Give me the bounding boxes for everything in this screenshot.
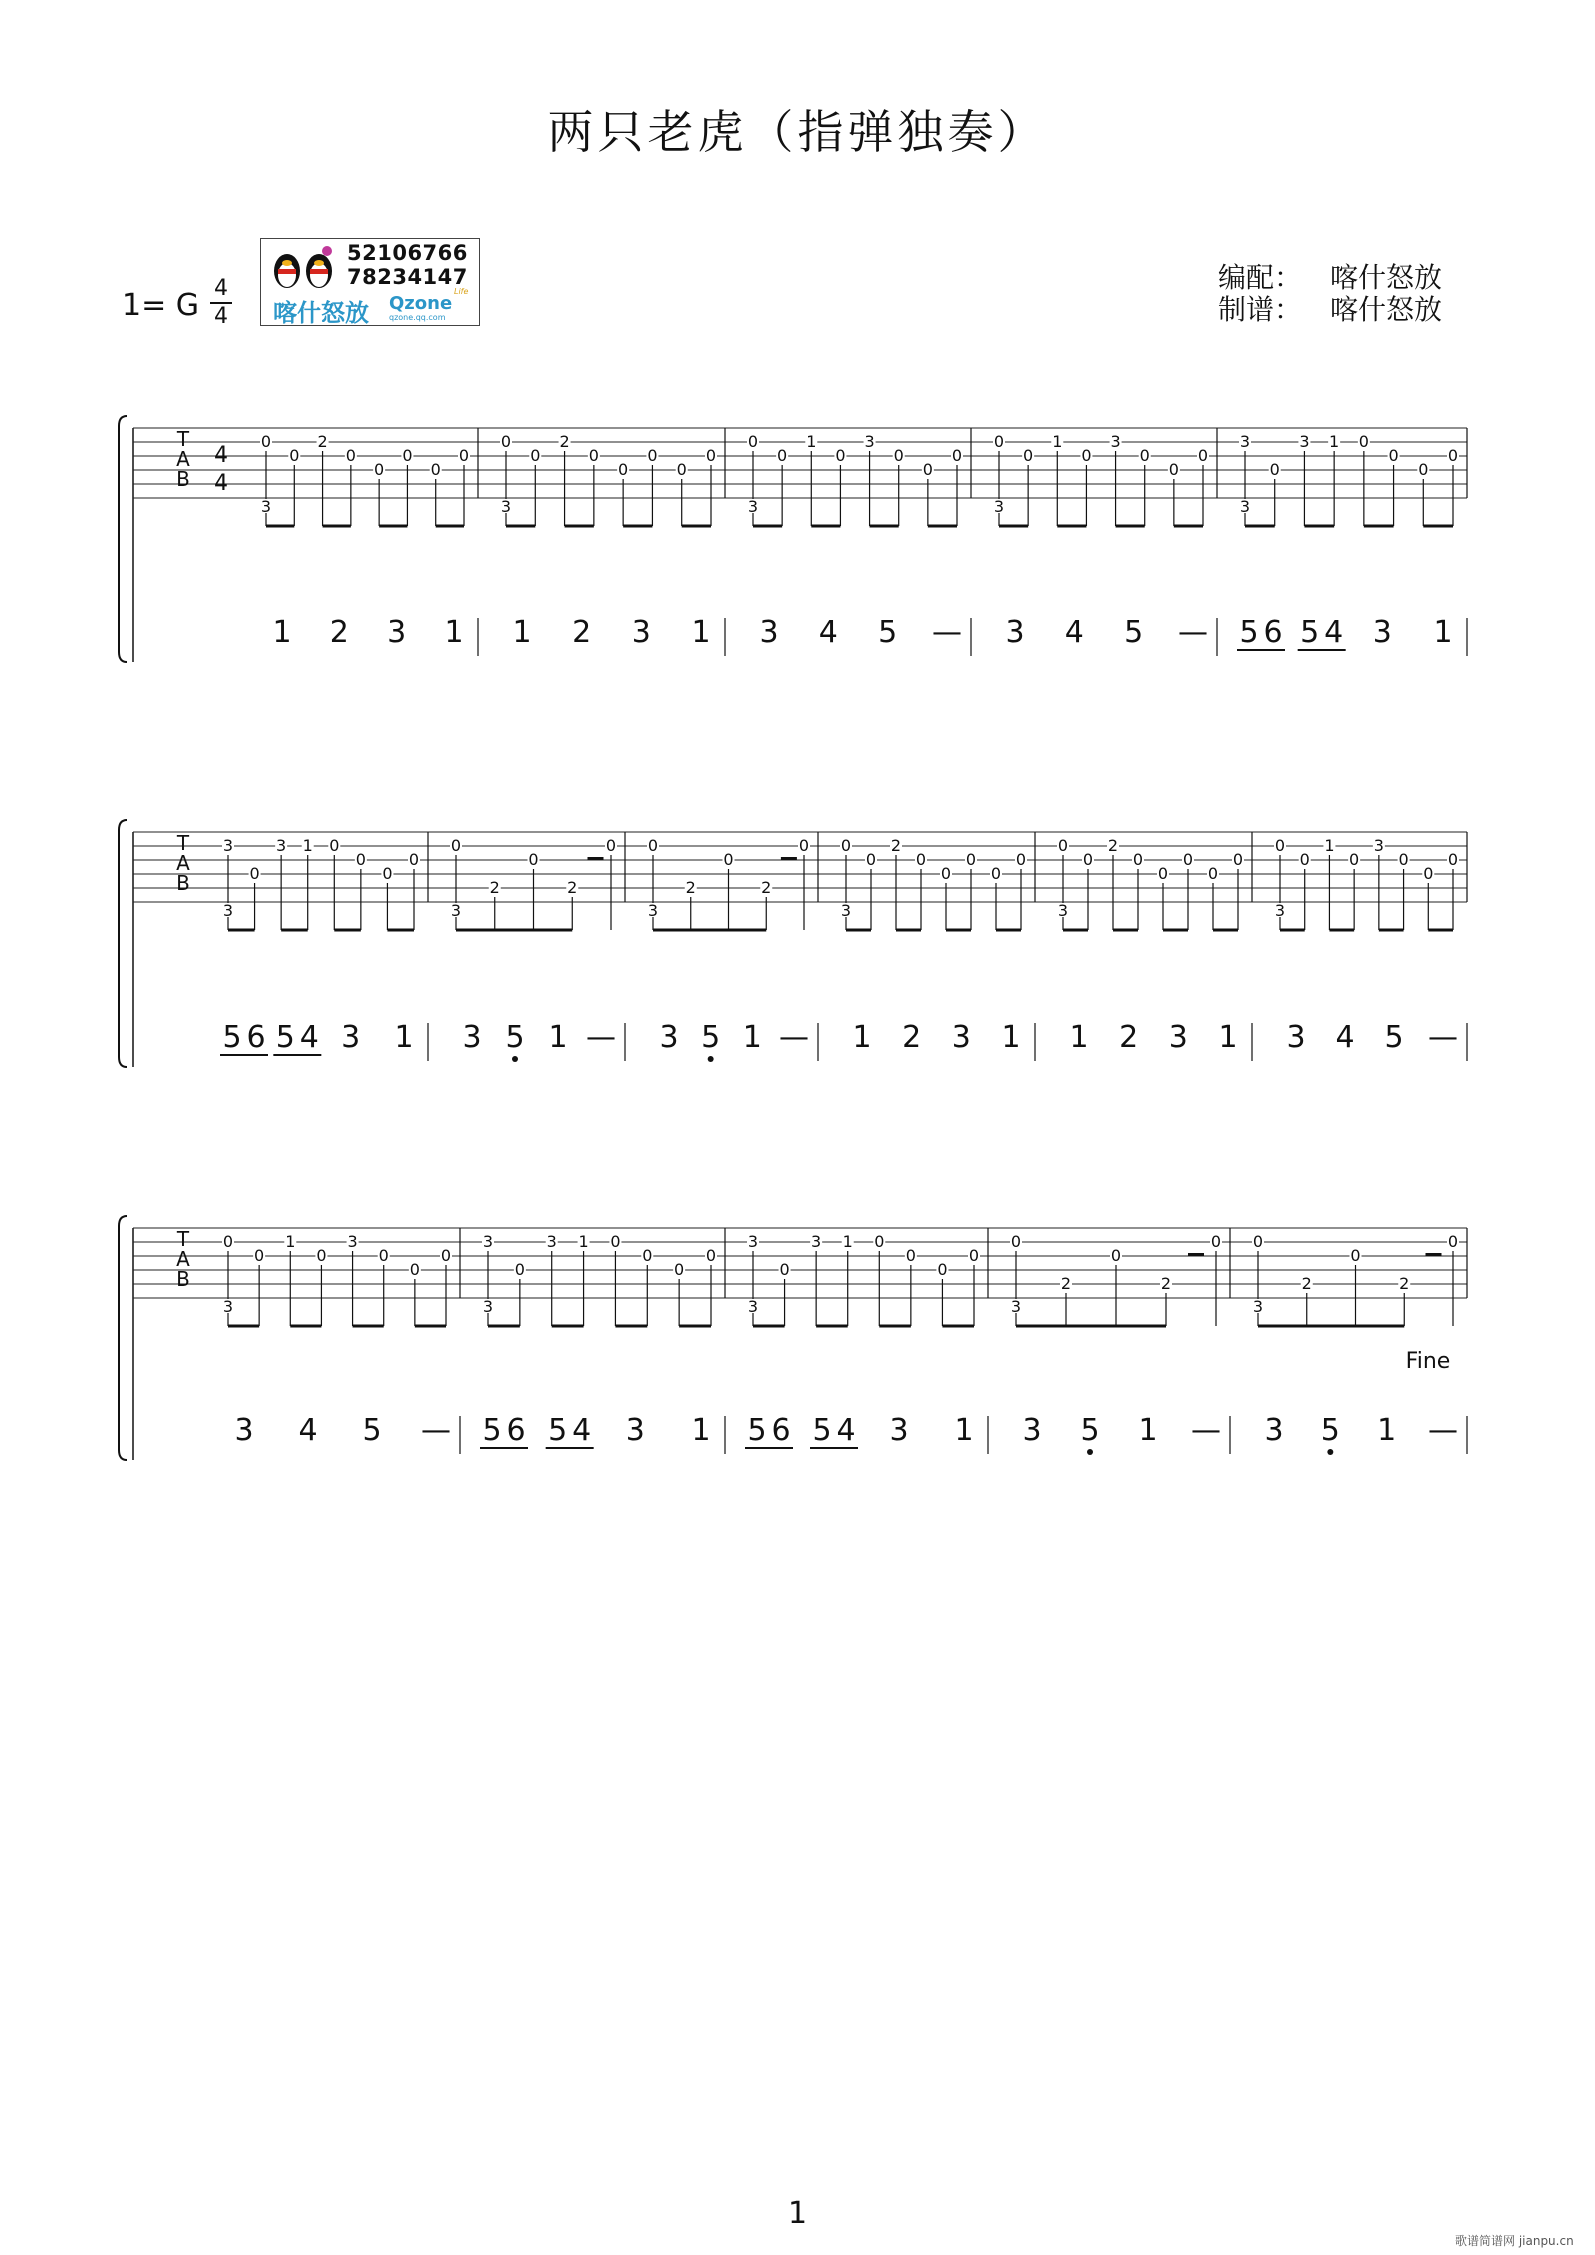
tab-note: 0 <box>1232 850 1244 869</box>
jianpu-note: — <box>421 1413 451 1448</box>
tab-note: 0 <box>990 864 1002 883</box>
tab-note: 0 <box>289 446 300 465</box>
jianpu-note: 1 <box>512 615 532 650</box>
tab-note: 0 <box>835 446 846 465</box>
jianpu-note: — <box>932 615 962 650</box>
jianpu-note: 3 <box>1264 1413 1284 1448</box>
jianpu-note: 1 <box>691 615 711 650</box>
tab-note: 3 <box>546 1232 557 1251</box>
tab-clef-letter: T <box>176 831 190 855</box>
jianpu-note: 3 <box>1286 1020 1306 1055</box>
tab-note: 0 <box>940 864 952 883</box>
tab-note: 0 <box>1447 1232 1459 1251</box>
tab-note: 0 <box>1358 432 1369 451</box>
jianpu-note: 5 <box>701 1020 721 1055</box>
tab-bass-note: 3 <box>222 1297 234 1316</box>
tab-bass-note: 3 <box>1252 1297 1264 1316</box>
jianpu-note: 1 <box>1069 1020 1089 1055</box>
tab-bass-note: 3 <box>1057 901 1069 920</box>
tab-note: 0 <box>777 446 788 465</box>
tab-bass-note: 3 <box>500 497 512 516</box>
jianpu-note: 1 <box>954 1413 974 1448</box>
tab-clef-letter: A <box>176 447 190 471</box>
tab-note: 0 <box>1015 850 1027 869</box>
jianpu-note: 1 <box>272 615 292 650</box>
half-rest <box>1426 1253 1442 1256</box>
jianpu-note: — <box>586 1020 616 1055</box>
tab-note: 0 <box>893 446 904 465</box>
tab-note: 0 <box>993 432 1005 451</box>
jianpu-note: 5 <box>812 1413 832 1448</box>
tab-note: 0 <box>747 432 759 451</box>
tab-bass-note: 3 <box>747 497 759 516</box>
tab-timesig-top: 4 <box>214 443 228 468</box>
jianpu-note: 4 <box>818 615 838 650</box>
tab-clef-letter: B <box>176 1267 190 1291</box>
jianpu-note: 3 <box>759 615 779 650</box>
tab-note: 3 <box>1110 432 1121 451</box>
jianpu-note: 3 <box>889 1413 909 1448</box>
watermark: 歌谱简谱网 jianpu.cn <box>1455 2234 1574 2248</box>
jianpu-note: 3 <box>631 615 651 650</box>
tab-note: 2 <box>559 432 570 451</box>
tab-bass-note: 3 <box>747 1297 759 1316</box>
jianpu-note: 3 <box>659 1020 679 1055</box>
jianpu-note: 5 <box>1239 615 1259 650</box>
jianpu-note: 4 <box>1064 615 1084 650</box>
jianpu-note: 1 <box>1001 1020 1021 1055</box>
tab-note: 0 <box>500 432 512 451</box>
jianpu-note: 1 <box>548 1020 568 1055</box>
tab-clef-letter: T <box>176 427 190 451</box>
tab-note: 0 <box>1157 864 1169 883</box>
tab-note: 0 <box>355 850 366 869</box>
tab-note: 0 <box>922 460 933 479</box>
jianpu-note: 3 <box>1372 615 1392 650</box>
logo-tag: Life <box>454 287 469 296</box>
logo-name: 喀什怒放 <box>273 299 369 327</box>
jianpu-note: 4 <box>1324 615 1344 650</box>
tab-clef-letter: B <box>176 467 190 491</box>
tab-note: 1 <box>578 1232 589 1251</box>
tab-note: 0 <box>588 446 599 465</box>
jianpu-note: 6 <box>506 1413 526 1448</box>
tab-note: 3 <box>482 1232 494 1251</box>
jianpu-note: 3 <box>1005 615 1025 650</box>
tab-note: 0 <box>642 1246 653 1265</box>
tab-note: 0 <box>222 1232 234 1251</box>
jianpu-note: 5 <box>1384 1020 1404 1055</box>
tab-note: 0 <box>1210 1232 1222 1251</box>
tab-note: 0 <box>1398 850 1409 869</box>
tab-note: 0 <box>409 1260 420 1279</box>
jianpu-note: 6 <box>771 1413 791 1448</box>
tab-clef-letter: A <box>176 851 190 875</box>
tab-note: 0 <box>1350 1246 1361 1265</box>
key-signature: 1= G <box>122 288 200 323</box>
jianpu-note: 3 <box>951 1020 971 1055</box>
credit-label: 编配： <box>1218 261 1303 294</box>
tab-note: 0 <box>1447 446 1459 465</box>
tab-note: 2 <box>317 432 328 451</box>
tab-bass-note: 3 <box>1010 1297 1022 1316</box>
tab-note: 0 <box>965 850 977 869</box>
tab-note: 0 <box>705 446 717 465</box>
tab-note: 2 <box>890 836 902 855</box>
tab-note: 3 <box>1299 432 1310 451</box>
jianpu-note: 6 <box>1263 615 1283 650</box>
tab-clef-letter: T <box>176 1227 190 1251</box>
tab-clef-letter: B <box>176 871 190 895</box>
jianpu-note: 1 <box>1433 615 1453 650</box>
jianpu-note: 4 <box>572 1413 592 1448</box>
tab-note: 2 <box>567 878 578 897</box>
tab-note: 0 <box>937 1260 948 1279</box>
tab-note: 0 <box>408 850 420 869</box>
tab-clef-letter: A <box>176 1247 190 1271</box>
tab-note: 0 <box>1182 850 1194 869</box>
tab-note: 0 <box>1010 1232 1022 1251</box>
jianpu-note: — <box>1178 615 1208 650</box>
credit-label: 制谱： <box>1218 293 1303 326</box>
tab-note: 0 <box>605 836 617 855</box>
tab-note: 0 <box>840 836 852 855</box>
tab-note: 0 <box>1418 460 1429 479</box>
jianpu-note: — <box>1428 1020 1458 1055</box>
jianpu-note: 3 <box>625 1413 645 1448</box>
tab-note: 0 <box>1082 850 1094 869</box>
tab-note: 0 <box>705 1246 717 1265</box>
tab-note: 0 <box>618 460 629 479</box>
jianpu-note: 1 <box>1218 1020 1238 1055</box>
tab-note: 1 <box>1329 432 1340 451</box>
tab-note: 0 <box>450 836 462 855</box>
jianpu-note: 4 <box>299 1020 319 1055</box>
tab-note: 0 <box>1423 864 1434 883</box>
tab-note: 0 <box>440 1246 452 1265</box>
tab-note: 0 <box>674 1260 685 1279</box>
tab-note: 3 <box>811 1232 822 1251</box>
jianpu-note: 1 <box>394 1020 414 1055</box>
tab-note: 3 <box>747 1232 759 1251</box>
tab-note: 0 <box>798 836 810 855</box>
tab-note: 3 <box>222 836 234 855</box>
tab-note: 1 <box>1324 836 1335 855</box>
tab-note: 0 <box>1057 836 1069 855</box>
jianpu-note: 3 <box>341 1020 361 1055</box>
tab-note: 0 <box>1168 460 1179 479</box>
tab-note: 0 <box>514 1260 525 1279</box>
tab-note: 0 <box>647 446 658 465</box>
tab-note: 0 <box>676 460 687 479</box>
page-number: 1 <box>787 2196 808 2231</box>
tab-note: 2 <box>1160 1274 1172 1293</box>
half-rest <box>588 857 604 860</box>
tab-note: 0 <box>1197 446 1209 465</box>
jianpu-note: 1 <box>444 615 464 650</box>
tab-bass-note: 3 <box>482 1297 494 1316</box>
tab-note: 0 <box>316 1246 327 1265</box>
tab-note: 0 <box>723 850 734 869</box>
jianpu-note: 2 <box>329 615 349 650</box>
jianpu-low-dot <box>512 1056 518 1062</box>
tab-note: 0 <box>374 460 385 479</box>
jianpu-note: 4 <box>836 1413 856 1448</box>
jianpu-note: 1 <box>1138 1413 1158 1448</box>
jianpu-note: 4 <box>1335 1020 1355 1055</box>
tab-note: 1 <box>285 1232 296 1251</box>
jianpu-note: 6 <box>246 1020 266 1055</box>
jianpu-note: — <box>1428 1413 1458 1448</box>
jianpu-note: 1 <box>852 1020 872 1055</box>
half-rest <box>781 857 797 860</box>
tab-note: 3 <box>1373 836 1384 855</box>
qq-id-2: 78234147 <box>347 265 468 289</box>
tab-note: 1 <box>1052 432 1063 451</box>
jianpu-note: 5 <box>1300 615 1320 650</box>
half-rest <box>1188 1253 1204 1256</box>
jianpu-note: 2 <box>1119 1020 1139 1055</box>
tab-note: 0 <box>254 1246 265 1265</box>
tab-note: 0 <box>1299 850 1310 869</box>
tab-note: 0 <box>1447 850 1459 869</box>
tab-note: 0 <box>430 460 441 479</box>
tab-note: 0 <box>1252 1232 1264 1251</box>
tab-note: 3 <box>864 432 875 451</box>
tab-note: 3 <box>276 836 287 855</box>
tab-note: 2 <box>489 878 500 897</box>
jianpu-note: 1 <box>742 1020 762 1055</box>
tab-note: 0 <box>249 864 260 883</box>
fine-label: Fine <box>1405 1349 1451 1374</box>
time-signature-top: 4 <box>214 276 228 301</box>
jianpu-low-dot <box>1087 1449 1093 1455</box>
jianpu-note: 5 <box>1080 1413 1100 1448</box>
jianpu-note: 5 <box>362 1413 382 1448</box>
tab-note: 0 <box>968 1246 980 1265</box>
jianpu-note: — <box>779 1020 809 1055</box>
tab-note: 0 <box>779 1260 790 1279</box>
tab-note: 2 <box>1399 1274 1410 1293</box>
credit-value: 喀什怒放 <box>1330 261 1443 294</box>
jianpu-low-dot <box>708 1056 714 1062</box>
tab-timesig-bottom: 4 <box>214 471 228 496</box>
jianpu-note: 3 <box>234 1413 254 1448</box>
jianpu-note: 5 <box>1320 1413 1340 1448</box>
system-bracket <box>119 820 127 1067</box>
tab-note: 0 <box>378 1246 389 1265</box>
jianpu-note: 3 <box>387 615 407 650</box>
credit-value: 喀什怒放 <box>1330 293 1443 326</box>
jianpu-note: 1 <box>1377 1413 1397 1448</box>
tab-bass-note: 3 <box>840 901 852 920</box>
jianpu-note: 5 <box>482 1413 502 1448</box>
tab-note: 0 <box>865 850 877 869</box>
tab-note: 0 <box>1274 836 1286 855</box>
tab-note: 0 <box>905 1246 916 1265</box>
jianpu-note: 5 <box>747 1413 767 1448</box>
tab-note: 0 <box>610 1232 621 1251</box>
jianpu-note: 5 <box>275 1020 295 1055</box>
jianpu-note: 5 <box>1124 615 1144 650</box>
tab-note: 0 <box>951 446 963 465</box>
tab-bass-note: 3 <box>1239 497 1251 516</box>
tab-note: 0 <box>402 446 413 465</box>
tab-bass-note: 3 <box>450 901 462 920</box>
tab-note: 1 <box>806 432 817 451</box>
tab-note: 0 <box>458 446 470 465</box>
tab-note: 0 <box>1269 460 1280 479</box>
tab-bass-note: 3 <box>1274 901 1286 920</box>
tab-note: 2 <box>1060 1274 1072 1293</box>
tab-note: 0 <box>528 850 539 869</box>
tab-note: 0 <box>1132 850 1144 869</box>
jianpu-note: 5 <box>548 1413 568 1448</box>
tab-note: 0 <box>329 836 340 855</box>
logo-url: qzone.qq.com <box>389 313 446 322</box>
jianpu-note: 4 <box>298 1413 318 1448</box>
tab-note: 0 <box>1023 446 1034 465</box>
tab-bass-note: 3 <box>222 901 234 920</box>
tab-note: 1 <box>302 836 313 855</box>
tab-note: 0 <box>530 446 541 465</box>
tab-note: 0 <box>874 1232 885 1251</box>
tab-note: 0 <box>1081 446 1092 465</box>
jianpu-note: 2 <box>572 615 592 650</box>
tab-note: 0 <box>915 850 927 869</box>
jianpu-note: 5 <box>878 615 898 650</box>
tab-note: 2 <box>685 878 696 897</box>
tab-note: 3 <box>347 1232 358 1251</box>
tab-note: 0 <box>1349 850 1360 869</box>
jianpu-note: 1 <box>691 1413 711 1448</box>
jianpu-note: 5 <box>222 1020 242 1055</box>
tab-bass-note: 3 <box>993 497 1005 516</box>
system-bracket <box>119 1216 127 1460</box>
tab-note: 0 <box>647 836 659 855</box>
jianpu-note: 2 <box>902 1020 922 1055</box>
tab-note: 3 <box>1239 432 1251 451</box>
tab-note: 0 <box>1110 1246 1122 1265</box>
tab-note: 0 <box>1139 446 1150 465</box>
tab-note: 2 <box>1107 836 1119 855</box>
jianpu-note: 3 <box>1168 1020 1188 1055</box>
score-title: 两只老虎（指弹独奏） <box>547 105 1048 159</box>
jianpu-note: 5 <box>505 1020 525 1055</box>
jianpu-note: 3 <box>462 1020 482 1055</box>
tab-note: 1 <box>842 1232 853 1251</box>
jianpu-note: — <box>1191 1413 1221 1448</box>
time-signature-bottom: 4 <box>214 304 228 329</box>
tab-bass-note: 3 <box>260 497 272 516</box>
system-bracket <box>119 416 127 662</box>
tab-note: 0 <box>260 432 272 451</box>
tab-note: 0 <box>1388 446 1399 465</box>
jianpu-low-dot <box>1327 1449 1333 1455</box>
tab-note: 2 <box>1301 1274 1312 1293</box>
logo-brand: Qzone <box>389 293 453 314</box>
tab-note: 2 <box>761 878 772 897</box>
tab-note: 0 <box>1207 864 1219 883</box>
qq-id-1: 52106766 <box>347 241 468 265</box>
tab-note: 0 <box>345 446 356 465</box>
jianpu-note: 3 <box>1022 1413 1042 1448</box>
tab-bass-note: 3 <box>647 901 659 920</box>
tab-note: 0 <box>382 864 393 883</box>
